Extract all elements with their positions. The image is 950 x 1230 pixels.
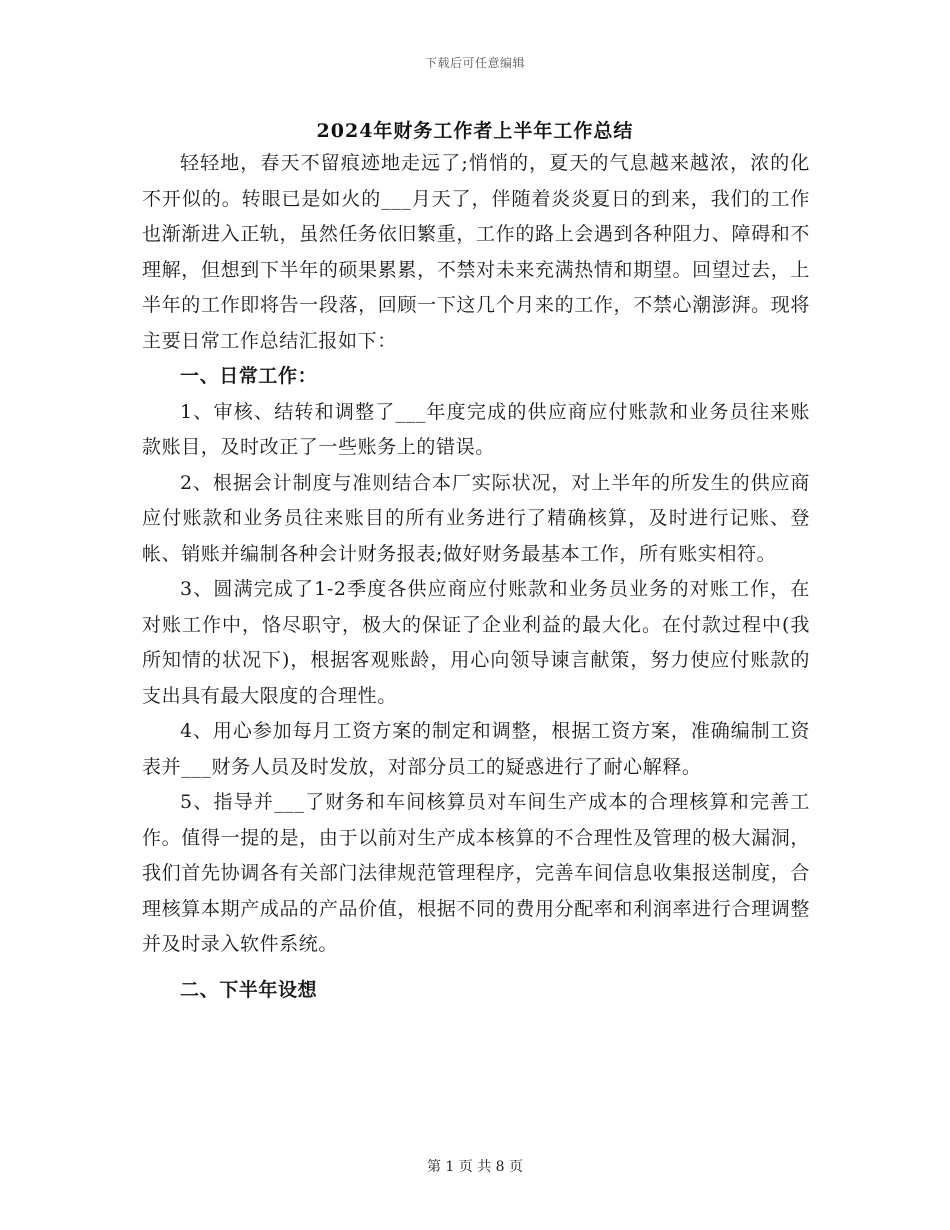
page-number-footer: 第 1 页 共 8 页 — [426, 1159, 524, 1175]
list-item-2: 2、根据会计制度与准则结合本厂实际状况，对上半年的所发生的供应商应付账款和业务员往来账目的所有业务进行了精确核算，及时进行记账、登帐、销账并编制各种会计财务报表;做好财务最基本工作，所有账实相符。 — [142, 471, 810, 565]
intro-paragraph: 轻轻地，春天不留痕迹地走远了;悄悄的，夏天的气息越来越浓，浓的化不开似的。转眼已是如火的___月天了，伴随着炎炎夏日的到来，我们的工作也渐渐进入正轨，虽然任务依旧繁重，工作的路上会遇到各种阻力、障碍和不理解，但想到下半年的硕果累累，不禁对未来充满热情和期望。回望过去，上半年的工作即将告一段落，回顾一下这几个月来的工作，不禁心潮澎湃。现将主要日常工作总结汇报如下： — [142, 152, 810, 352]
header-note: 下载后可任意编辑 — [424, 56, 525, 70]
list-item-5: 5、指导并___了财务和车间核算员对车间生产成本的合理核算和完善工作。值得一提的是，由于以前对生产成本核算的不合理性及管理的极大漏洞，我们首先协调各有关部门法律规范管理程序，完善车间信息收集报送制度，合理核算本期产成品的产品价值，根据不同的费用分配率和利润率进行合理调整并及时录入软件系统。 — [142, 791, 810, 955]
list-item-3: 3、圆满完成了1-2季度各供应商应付账款和业务员业务的对账工作，在对账工作中，恪尽职守，极大的保证了企业利益的最大化。在付款过程中(我所知情的状况下)，根据客观账龄，用心向领导谏言献策，努力使应付账款的支出具有最大限度的合理性。 — [142, 578, 810, 707]
document-title: 2024年财务工作者上半年工作总结 — [316, 120, 634, 142]
section-heading-daily-work: 一、日常工作： — [180, 365, 318, 387]
list-item-4: 4、用心参加每月工资方案的制定和调整，根据工资方案，准确编制工资表并___财务人员及时发放，对部分员工的疑惑进行了耐心解释。 — [142, 720, 810, 778]
section-heading-second-half: 二、下半年设想 — [180, 978, 318, 1001]
list-item-1: 1、审核、结转和调整了___年度完成的供应商应付账款和业务员往来账款账目，及时改正了一些账务上的错误。 — [142, 400, 810, 458]
document-body — [142, 146, 810, 1008]
